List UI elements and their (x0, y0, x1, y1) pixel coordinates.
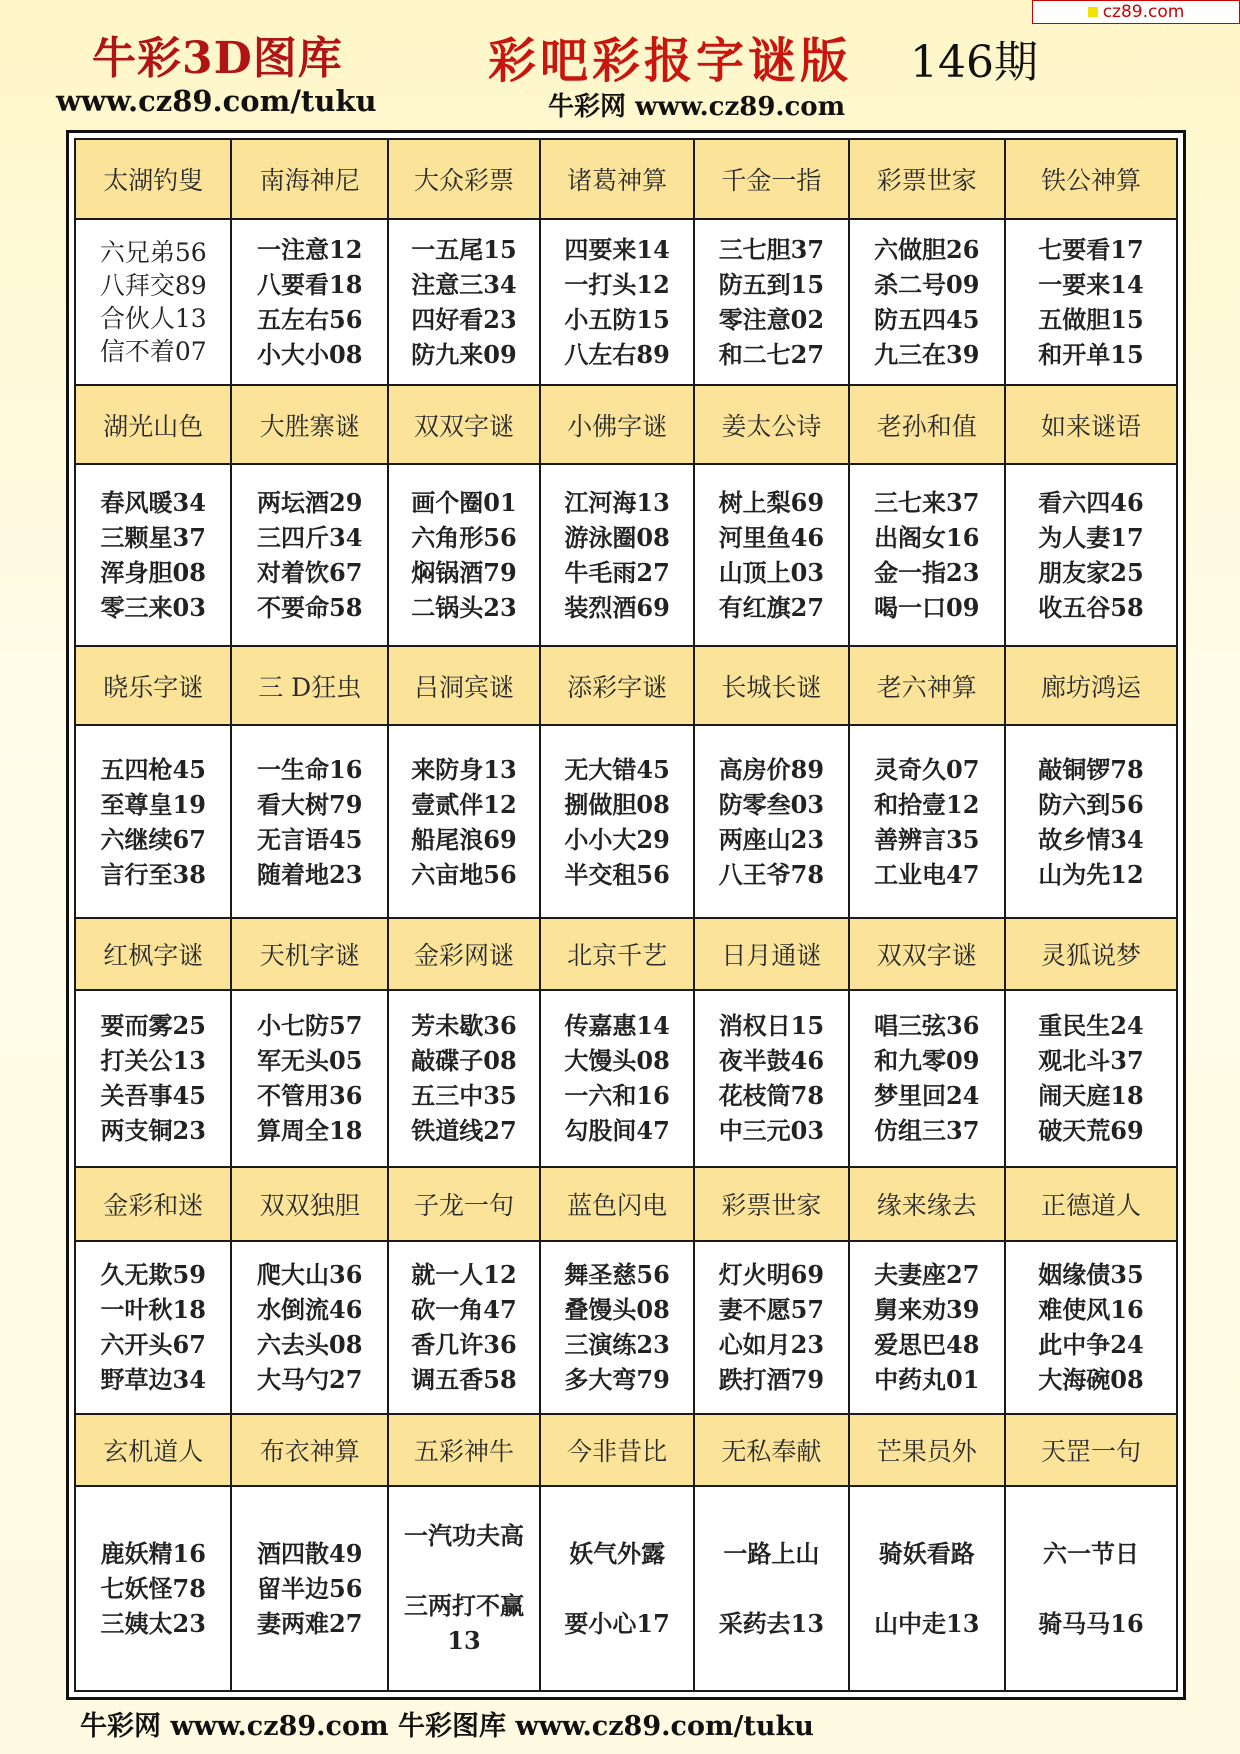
riddle-cell (849, 464, 1005, 645)
riddle-line: 杀二号09 (874, 269, 980, 299)
riddle-line: 一六和16 (564, 1081, 670, 1111)
riddle-line: 大马勺27 (257, 1365, 363, 1395)
riddle-line: 高房价89 (718, 754, 825, 784)
source-name-cell: 正德道人 (1005, 1167, 1177, 1241)
source-name-cell: 小佛字谜 (540, 385, 694, 465)
riddle-line: 合伙人13 (99, 303, 207, 333)
riddle-line: 五三中35 (411, 1081, 517, 1111)
riddle-table (74, 138, 1178, 1692)
document-title: 彩吧彩报字谜版 (488, 33, 853, 89)
riddle-line: 至尊皇19 (100, 789, 206, 819)
riddle-line: 树上梨69 (718, 488, 825, 518)
riddle-line: 不管用36 (257, 1081, 363, 1111)
riddle-line: 铁道线27 (411, 1116, 517, 1146)
riddle-line: 跌打酒79 (718, 1365, 825, 1395)
riddle-line: 一路上山 (723, 1538, 820, 1568)
riddle-line: 山中走13 (874, 1608, 980, 1638)
riddle-cell (540, 464, 694, 645)
riddle-cell (75, 1486, 231, 1691)
riddle-line: 水倒流46 (257, 1295, 363, 1325)
riddle-cell (75, 990, 231, 1167)
table-data-row (75, 1241, 1177, 1414)
riddle-cell (231, 464, 387, 645)
table-header-row (75, 1167, 1177, 1241)
riddle-line: 八左右89 (564, 339, 670, 369)
riddle-line: 关吾事45 (100, 1081, 206, 1111)
riddle-line: 朋友家25 (1038, 558, 1144, 588)
riddle-line: 一生命16 (257, 754, 363, 784)
riddle-line: 一打头12 (564, 269, 670, 299)
riddle-line: 芳未歇36 (411, 1011, 517, 1041)
riddle-line: 小五防15 (564, 304, 670, 334)
riddle-line: 船尾浪69 (411, 824, 517, 854)
riddle-cell (388, 990, 540, 1167)
riddle-line: 九三在39 (874, 339, 980, 369)
source-name-cell: 千金一指 (694, 139, 848, 219)
source-name-cell: 蓝色闪电 (540, 1167, 694, 1241)
riddle-line: 中三元03 (718, 1116, 825, 1146)
source-name-cell: 芒果员外 (849, 1414, 1005, 1486)
riddle-line: 游泳圈08 (564, 523, 670, 553)
riddle-line: 善辨言35 (874, 824, 980, 854)
logo-square-icon (1088, 7, 1098, 17)
riddle-line: 三颗星37 (100, 523, 206, 553)
riddle-cell (694, 725, 848, 917)
table-data-row (75, 464, 1177, 645)
riddle-cell (75, 464, 231, 645)
riddle-line: 六一节日 (1043, 1538, 1139, 1568)
riddle-line: 言行至38 (100, 859, 206, 889)
riddle-line: 久无欺59 (100, 1260, 206, 1290)
riddle-cell (231, 1241, 387, 1414)
riddle-cell (1005, 219, 1177, 385)
riddle-cell (1005, 464, 1177, 645)
table-header-row (75, 918, 1177, 990)
riddle-cell (540, 1241, 694, 1414)
riddle-line: 爱思巴48 (874, 1330, 980, 1360)
source-name-cell: 太湖钓叟 (75, 139, 231, 219)
riddle-line: 两坛酒29 (257, 488, 363, 518)
riddle-line: 小七防57 (257, 1011, 363, 1041)
riddle-line: 防五四45 (874, 304, 980, 334)
riddle-line: 妖气外露 (569, 1538, 666, 1568)
riddle-line: 喝一口09 (874, 593, 980, 623)
riddle-cell (849, 1486, 1005, 1691)
table-header-row (75, 646, 1177, 726)
riddle-line: 大馒头08 (564, 1046, 670, 1076)
riddle-line: 四要来14 (564, 234, 670, 264)
source-name-cell: 湖光山色 (75, 385, 231, 465)
riddle-line: 难使风16 (1038, 1295, 1144, 1325)
riddle-line: 爬大山36 (257, 1260, 363, 1290)
logo-badge-text: cz89.com (1102, 2, 1185, 22)
riddle-cell (694, 1486, 848, 1691)
riddle-line: 半交租56 (564, 859, 670, 889)
riddle-line: 三姨太23 (100, 1608, 206, 1638)
riddle-line: 鹿妖精16 (100, 1538, 206, 1568)
riddle-line: 两座山23 (718, 824, 825, 854)
riddle-cell (849, 219, 1005, 385)
riddle-line: 无大错45 (564, 754, 670, 784)
riddle-line: 花枝筒78 (718, 1081, 825, 1111)
riddle-line: 六开头67 (100, 1330, 206, 1360)
source-name-cell: 南海神尼 (231, 139, 387, 219)
source-name-cell: 缘来缘去 (849, 1167, 1005, 1241)
site-logo-badge[interactable] (1032, 0, 1240, 24)
riddle-line: 七妖怪78 (100, 1573, 206, 1603)
source-name-cell: 金彩网谜 (388, 918, 540, 990)
issue-number: 146期 (910, 37, 1038, 88)
source-name-cell: 姜太公诗 (694, 385, 848, 465)
riddle-line: 四好看23 (411, 304, 517, 334)
page-header (0, 0, 1240, 130)
riddle-line: 二锅头23 (411, 593, 517, 623)
brand-url[interactable]: www.cz89.com/tuku (56, 84, 377, 118)
riddle-line: 中药丸01 (874, 1365, 980, 1395)
riddle-line: 骑马马16 (1038, 1608, 1144, 1638)
riddle-line: 山为先12 (1038, 859, 1144, 889)
riddle-line: 八要看18 (257, 269, 363, 299)
riddle-line: 工业电47 (874, 859, 980, 889)
riddle-line: 要小心17 (564, 1608, 670, 1638)
source-name-cell: 双双独胆 (231, 1167, 387, 1241)
riddle-line: 防五到15 (718, 269, 825, 299)
source-name-cell: 老孙和值 (849, 385, 1005, 465)
riddle-line: 江河海13 (564, 488, 670, 518)
riddle-line: 破天荒69 (1038, 1116, 1144, 1146)
riddle-line: 留半边56 (257, 1573, 363, 1603)
source-name-cell: 长城长谜 (694, 646, 848, 726)
riddle-line: 一汽功夫高 (403, 1521, 524, 1551)
riddle-line: 唱三弦36 (874, 1011, 980, 1041)
site-url[interactable]: 牛彩网 www.cz89.com (548, 92, 846, 122)
riddle-line: 随着地23 (257, 859, 363, 889)
page-footer: 牛彩网 www.cz89.com 牛彩图库 www.cz89.com/tuku (80, 1711, 814, 1742)
riddle-cell (388, 219, 540, 385)
riddle-line: 心如月23 (718, 1330, 825, 1360)
riddle-line: 五四枪45 (100, 754, 206, 784)
source-name-cell: 无私奉献 (694, 1414, 848, 1486)
line-gap (389, 1553, 539, 1588)
riddle-line: 河里鱼46 (718, 523, 825, 553)
line-gap (1006, 1571, 1176, 1606)
line-gap (695, 1571, 847, 1606)
source-name-cell: 灵狐说梦 (1005, 918, 1177, 990)
source-name-cell: 天罡一句 (1005, 1414, 1177, 1486)
riddle-line: 来防身13 (411, 754, 517, 784)
riddle-cell (75, 725, 231, 917)
source-name-cell: 彩票世家 (694, 1167, 848, 1241)
riddle-line: 妻不愿57 (718, 1295, 825, 1325)
source-name-cell: 今非昔比 (540, 1414, 694, 1486)
riddle-line: 三七胆37 (718, 234, 825, 264)
line-gap (850, 1571, 1004, 1606)
riddle-line: 焖锅酒79 (411, 558, 517, 588)
riddle-line: 重民生24 (1038, 1011, 1144, 1041)
source-name-cell: 大胜寨谜 (231, 385, 387, 465)
riddle-line: 和开单15 (1038, 339, 1144, 369)
riddle-line: 出阁女16 (874, 523, 980, 553)
riddle-table-frame (66, 130, 1186, 1700)
riddle-line: 八王爷78 (718, 859, 825, 889)
riddle-line: 对着饮67 (257, 558, 363, 588)
riddle-line: 一五尾15 (411, 234, 517, 264)
source-name-cell: 天机字谜 (231, 918, 387, 990)
source-name-cell: 老六神算 (849, 646, 1005, 726)
table-data-row (75, 1486, 1177, 1691)
source-name-cell: 金彩和迷 (75, 1167, 231, 1241)
riddle-line: 消权日15 (718, 1011, 825, 1041)
riddle-line: 仿组三37 (874, 1116, 980, 1146)
riddle-line: 画个圈01 (411, 488, 517, 518)
riddle-line: 砍一角47 (411, 1295, 517, 1325)
riddle-line: 野草边34 (100, 1365, 206, 1395)
riddle-cell (231, 1486, 387, 1691)
riddle-line: 三两打不赢13 (403, 1591, 524, 1656)
riddle-line: 观北斗37 (1038, 1046, 1144, 1076)
riddle-cell (231, 990, 387, 1167)
riddle-cell (388, 1241, 540, 1414)
riddle-line: 骑妖看路 (878, 1538, 975, 1568)
riddle-line: 要而雾25 (100, 1011, 206, 1041)
riddle-line: 五做胆15 (1038, 304, 1144, 334)
riddle-line: 闹天庭18 (1038, 1081, 1144, 1111)
riddle-line: 梦里回24 (874, 1081, 980, 1111)
source-name-cell: 如来谜语 (1005, 385, 1177, 465)
riddle-line: 五左右56 (257, 304, 363, 334)
riddle-line: 小小大29 (564, 824, 670, 854)
riddle-line: 信不着07 (99, 336, 207, 366)
riddle-line: 捌做胆08 (564, 789, 670, 819)
riddle-line: 不要命58 (257, 593, 363, 623)
source-name-cell: 北京千艺 (540, 918, 694, 990)
riddle-line: 防六到56 (1038, 789, 1144, 819)
source-name-cell: 子龙一句 (388, 1167, 540, 1241)
source-name-cell: 晓乐字谜 (75, 646, 231, 726)
riddle-line: 采药去13 (718, 1608, 825, 1638)
riddle-cell (694, 990, 848, 1167)
riddle-line: 小大小08 (257, 339, 363, 369)
source-name-cell: 五彩神牛 (388, 1414, 540, 1486)
riddle-line: 酒四散49 (257, 1538, 363, 1568)
riddle-line: 金一指23 (874, 558, 980, 588)
riddle-line: 和二七27 (718, 339, 825, 369)
riddle-line: 三演练23 (564, 1330, 670, 1360)
riddle-line: 山顶上03 (718, 558, 825, 588)
riddle-line: 敲铜锣78 (1038, 754, 1144, 784)
riddle-line: 两支铜23 (100, 1116, 206, 1146)
riddle-line: 三四斤34 (257, 523, 363, 553)
riddle-line: 防九来09 (411, 339, 517, 369)
riddle-line: 无言语45 (257, 824, 363, 854)
riddle-line: 六继续67 (100, 824, 206, 854)
riddle-cell (75, 219, 231, 385)
riddle-cell (694, 1241, 848, 1414)
riddle-line: 七要看17 (1038, 234, 1144, 264)
table-header-row (75, 139, 1177, 219)
riddle-line: 灵奇久07 (874, 754, 980, 784)
riddle-line: 浑身胆08 (100, 558, 206, 588)
riddle-line: 看六四46 (1038, 488, 1144, 518)
table-header-row (75, 385, 1177, 465)
riddle-cell (1005, 1486, 1177, 1691)
riddle-line: 舅来劝39 (874, 1295, 980, 1325)
riddle-cell (849, 725, 1005, 917)
riddle-line: 传嘉惠14 (564, 1011, 670, 1041)
riddle-line: 和拾壹12 (874, 789, 980, 819)
riddle-line: 就一人12 (411, 1260, 517, 1290)
riddle-line: 春风暖34 (100, 488, 206, 518)
source-name-cell: 日月通谜 (694, 918, 848, 990)
source-name-cell: 双双字谜 (849, 918, 1005, 990)
source-name-cell: 布衣神算 (231, 1414, 387, 1486)
riddle-cell (1005, 990, 1177, 1167)
riddle-line: 军无头05 (257, 1046, 363, 1076)
table-data-row (75, 725, 1177, 917)
riddle-line: 三七来37 (874, 488, 980, 518)
source-name-cell: 吕洞宾谜 (388, 646, 540, 726)
riddle-line: 装烈酒69 (564, 593, 670, 623)
riddle-cell (694, 464, 848, 645)
riddle-cell (540, 219, 694, 385)
source-name-cell: 双双字谜 (388, 385, 540, 465)
riddle-line: 零注意02 (718, 304, 825, 334)
table-data-row (75, 990, 1177, 1167)
riddle-line: 姻缘债35 (1038, 1260, 1144, 1290)
source-name-cell: 铁公神算 (1005, 139, 1177, 219)
riddle-line: 一注意12 (257, 234, 363, 264)
riddle-line: 调五香58 (411, 1365, 517, 1395)
source-name-cell: 红枫字谜 (75, 918, 231, 990)
riddle-cell (231, 219, 387, 385)
riddle-cell (388, 725, 540, 917)
riddle-line: 香几许36 (411, 1330, 517, 1360)
riddle-cell (694, 219, 848, 385)
riddle-line: 壹贰伴12 (411, 789, 517, 819)
riddle-line: 敲碟子08 (411, 1046, 517, 1076)
riddle-line: 叠馒头08 (564, 1295, 670, 1325)
source-name-cell: 廊坊鸿运 (1005, 646, 1177, 726)
riddle-cell (231, 725, 387, 917)
source-name-cell: 三 D狂虫 (231, 646, 387, 726)
riddle-line: 灯火明69 (718, 1260, 825, 1290)
line-gap (541, 1571, 693, 1606)
source-name-cell: 添彩字谜 (540, 646, 694, 726)
source-name-cell: 彩票世家 (849, 139, 1005, 219)
riddle-line: 夜半鼓46 (718, 1046, 825, 1076)
riddle-cell (540, 1486, 694, 1691)
riddle-cell (540, 725, 694, 917)
brand-title: 牛彩3D图库 (92, 33, 343, 84)
riddle-line: 收五谷58 (1038, 593, 1144, 623)
riddle-cell (849, 990, 1005, 1167)
riddle-line: 八拜交89 (99, 270, 207, 300)
riddle-cell (849, 1241, 1005, 1414)
riddle-cell (388, 1486, 540, 1691)
riddle-line: 故乡情34 (1038, 824, 1144, 854)
riddle-line: 此中争24 (1038, 1330, 1144, 1360)
riddle-line: 六亩地56 (411, 859, 517, 889)
source-name-cell: 诸葛神算 (540, 139, 694, 219)
riddle-cell (1005, 725, 1177, 917)
riddle-line: 看大树79 (257, 789, 363, 819)
riddle-line: 和九零09 (874, 1046, 980, 1076)
riddle-line: 六角形56 (411, 523, 517, 553)
riddle-line: 算周全18 (257, 1116, 363, 1146)
riddle-line: 妻两难27 (257, 1608, 363, 1638)
source-name-cell: 玄机道人 (75, 1414, 231, 1486)
riddle-line: 为人妻17 (1038, 523, 1144, 553)
riddle-line: 大海碗08 (1038, 1365, 1144, 1395)
riddle-line: 打关公13 (100, 1046, 206, 1076)
riddle-line: 勾股间47 (564, 1116, 670, 1146)
riddle-line: 有红旗27 (718, 593, 825, 623)
riddle-line: 牛毛雨27 (564, 558, 670, 588)
riddle-line: 一要来14 (1038, 269, 1144, 299)
riddle-line: 六做胆26 (874, 234, 980, 264)
riddle-line: 夫妻座27 (874, 1260, 980, 1290)
riddle-cell (1005, 1241, 1177, 1414)
riddle-line: 防零叁03 (718, 789, 825, 819)
riddle-line: 舞圣慈56 (564, 1260, 670, 1290)
riddle-line: 一叶秋18 (100, 1295, 206, 1325)
riddle-cell (75, 1241, 231, 1414)
riddle-line: 注意三34 (411, 269, 517, 299)
riddle-cell (540, 990, 694, 1167)
riddle-line: 六去头08 (257, 1330, 363, 1360)
riddle-line: 多大弯79 (564, 1365, 670, 1395)
source-name-cell: 大众彩票 (388, 139, 540, 219)
riddle-line: 六兄弟56 (99, 237, 207, 267)
table-header-row (75, 1414, 1177, 1486)
table-data-row (75, 219, 1177, 385)
riddle-cell (388, 464, 540, 645)
riddle-line: 零三来03 (100, 593, 206, 623)
